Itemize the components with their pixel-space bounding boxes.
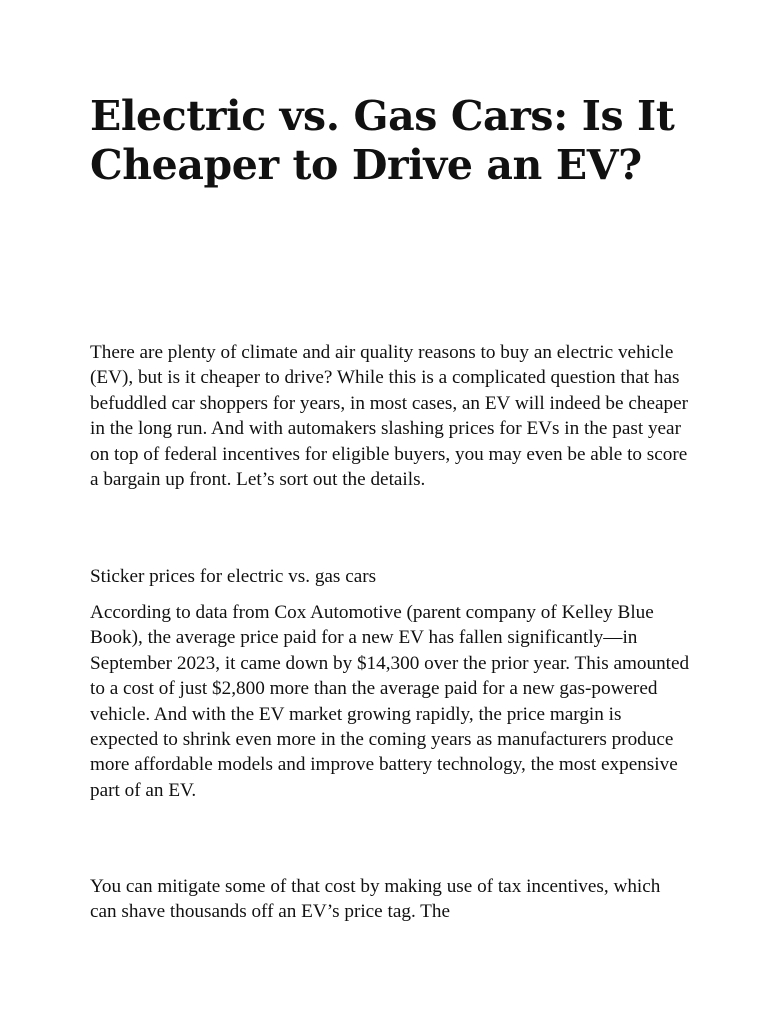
article-title: Electric vs. Gas Cars: Is It Cheaper to Drive an EV? (90, 92, 675, 190)
intro-paragraph: There are plenty of climate and air quality reasons to buy an electric vehicle (EV), but is it cheaper to drive? While this is a complicated question that has befuddled car shoppers for years, in most cases, an EV will indeed be cheaper in the long run. And with automakers slashing prices for EVs in the past year on top of federal incentives for eligible buyers, you may even be able to score a bargain up front. Let’s sort out the details. (90, 342, 688, 491)
sticker-price-paragraph: According to data from Cox Automotive (parent company of Kelley Blue Book), the average price paid for a new EV has fallen significantly—in September 2023, it came down by $14,300 over the prior year. This amounted to a cost of just $2,800 more than the average paid for a new gas-powered vehicle. And with the EV market growing rapidly, the price margin is expected to shrink even more in the coming years as manufacturers produce more affordable models and improve battery technology, the most expensive part of an EV. (90, 602, 690, 801)
section-heading: Sticker prices for electric vs. gas cars (90, 566, 377, 587)
tax-incentives-paragraph: You can mitigate some of that cost by making use of tax incentives, which can shave thousands off an EV’s price tag. The (90, 876, 661, 923)
